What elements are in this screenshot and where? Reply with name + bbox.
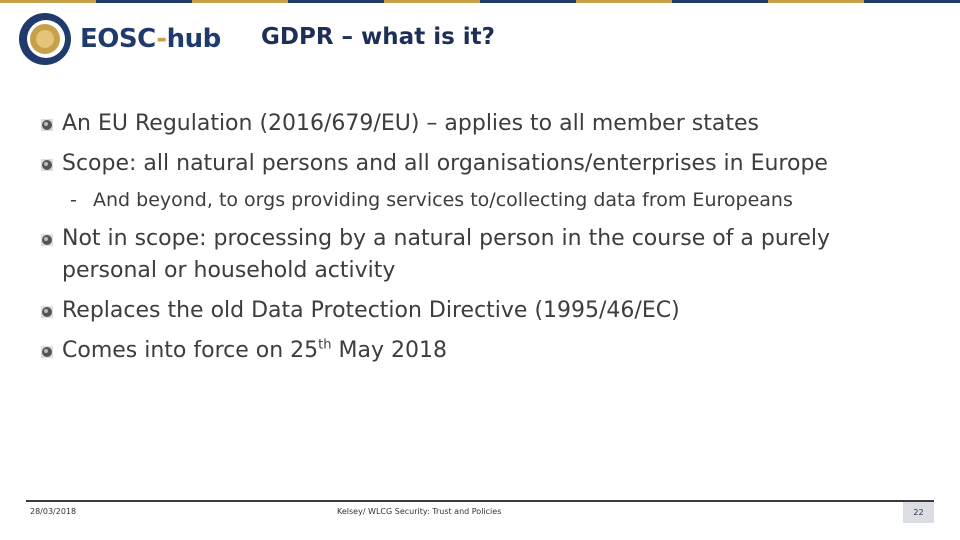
accent-seg (576, 0, 672, 3)
accent-seg (0, 0, 96, 3)
page-number: 22 (903, 502, 934, 523)
bullet-text: Not in scope: processing by a natural person in the course of a purely personal or household activity (62, 226, 831, 283)
bullet-icon (40, 118, 54, 132)
bullet-item (40, 108, 920, 140)
bullet-superscript: th (318, 337, 332, 353)
bullet-icon (40, 305, 54, 319)
footer-date: 28/03/2018 (30, 507, 77, 516)
logo-text-eosc: EOSC (80, 24, 157, 54)
sub-bullet-item (40, 185, 920, 215)
accent-seg (480, 0, 576, 3)
bullet-item (40, 223, 920, 287)
eosc-logo-icon (18, 12, 72, 66)
bullet-item (40, 148, 920, 180)
accent-seg (768, 0, 864, 3)
bullet-text: Replaces the old Data Protection Directive (1995/46/EC) (62, 298, 680, 323)
slide-title: GDPR – what is it? (261, 24, 495, 50)
logo-text-sep: - (156, 24, 167, 54)
bullet-icon (40, 345, 54, 359)
accent-seg (288, 0, 384, 3)
footer-title: Kelsey/ WLCG Security: Trust and Policies (337, 507, 502, 516)
bullet-text: Scope: all natural persons and all organisations/enterprises in Europe (62, 151, 828, 176)
accent-seg (672, 0, 768, 3)
logo-text-hub: hub (166, 24, 221, 54)
bullet-text-before: Comes into force on 25 (62, 338, 319, 363)
dash-marker: - (70, 189, 77, 211)
accent-seg (192, 0, 288, 3)
accent-seg (864, 0, 960, 3)
eosc-hub-logo (18, 12, 221, 66)
bullet-icon (40, 158, 54, 172)
accent-seg (384, 0, 480, 3)
bullet-list (40, 108, 920, 375)
top-accent-bar (0, 0, 960, 3)
bullet-icon (40, 233, 54, 247)
accent-seg (96, 0, 192, 3)
footer-divider (26, 500, 934, 502)
bullet-text-after: May 2018 (331, 338, 447, 363)
bullet-item (40, 335, 920, 367)
bullet-item (40, 295, 920, 327)
bullet-text: An EU Regulation (2016/679/EU) – applies to all member states (62, 111, 759, 136)
sub-bullet-text: And beyond, to orgs providing services to/collecting data from Europeans (93, 189, 793, 211)
